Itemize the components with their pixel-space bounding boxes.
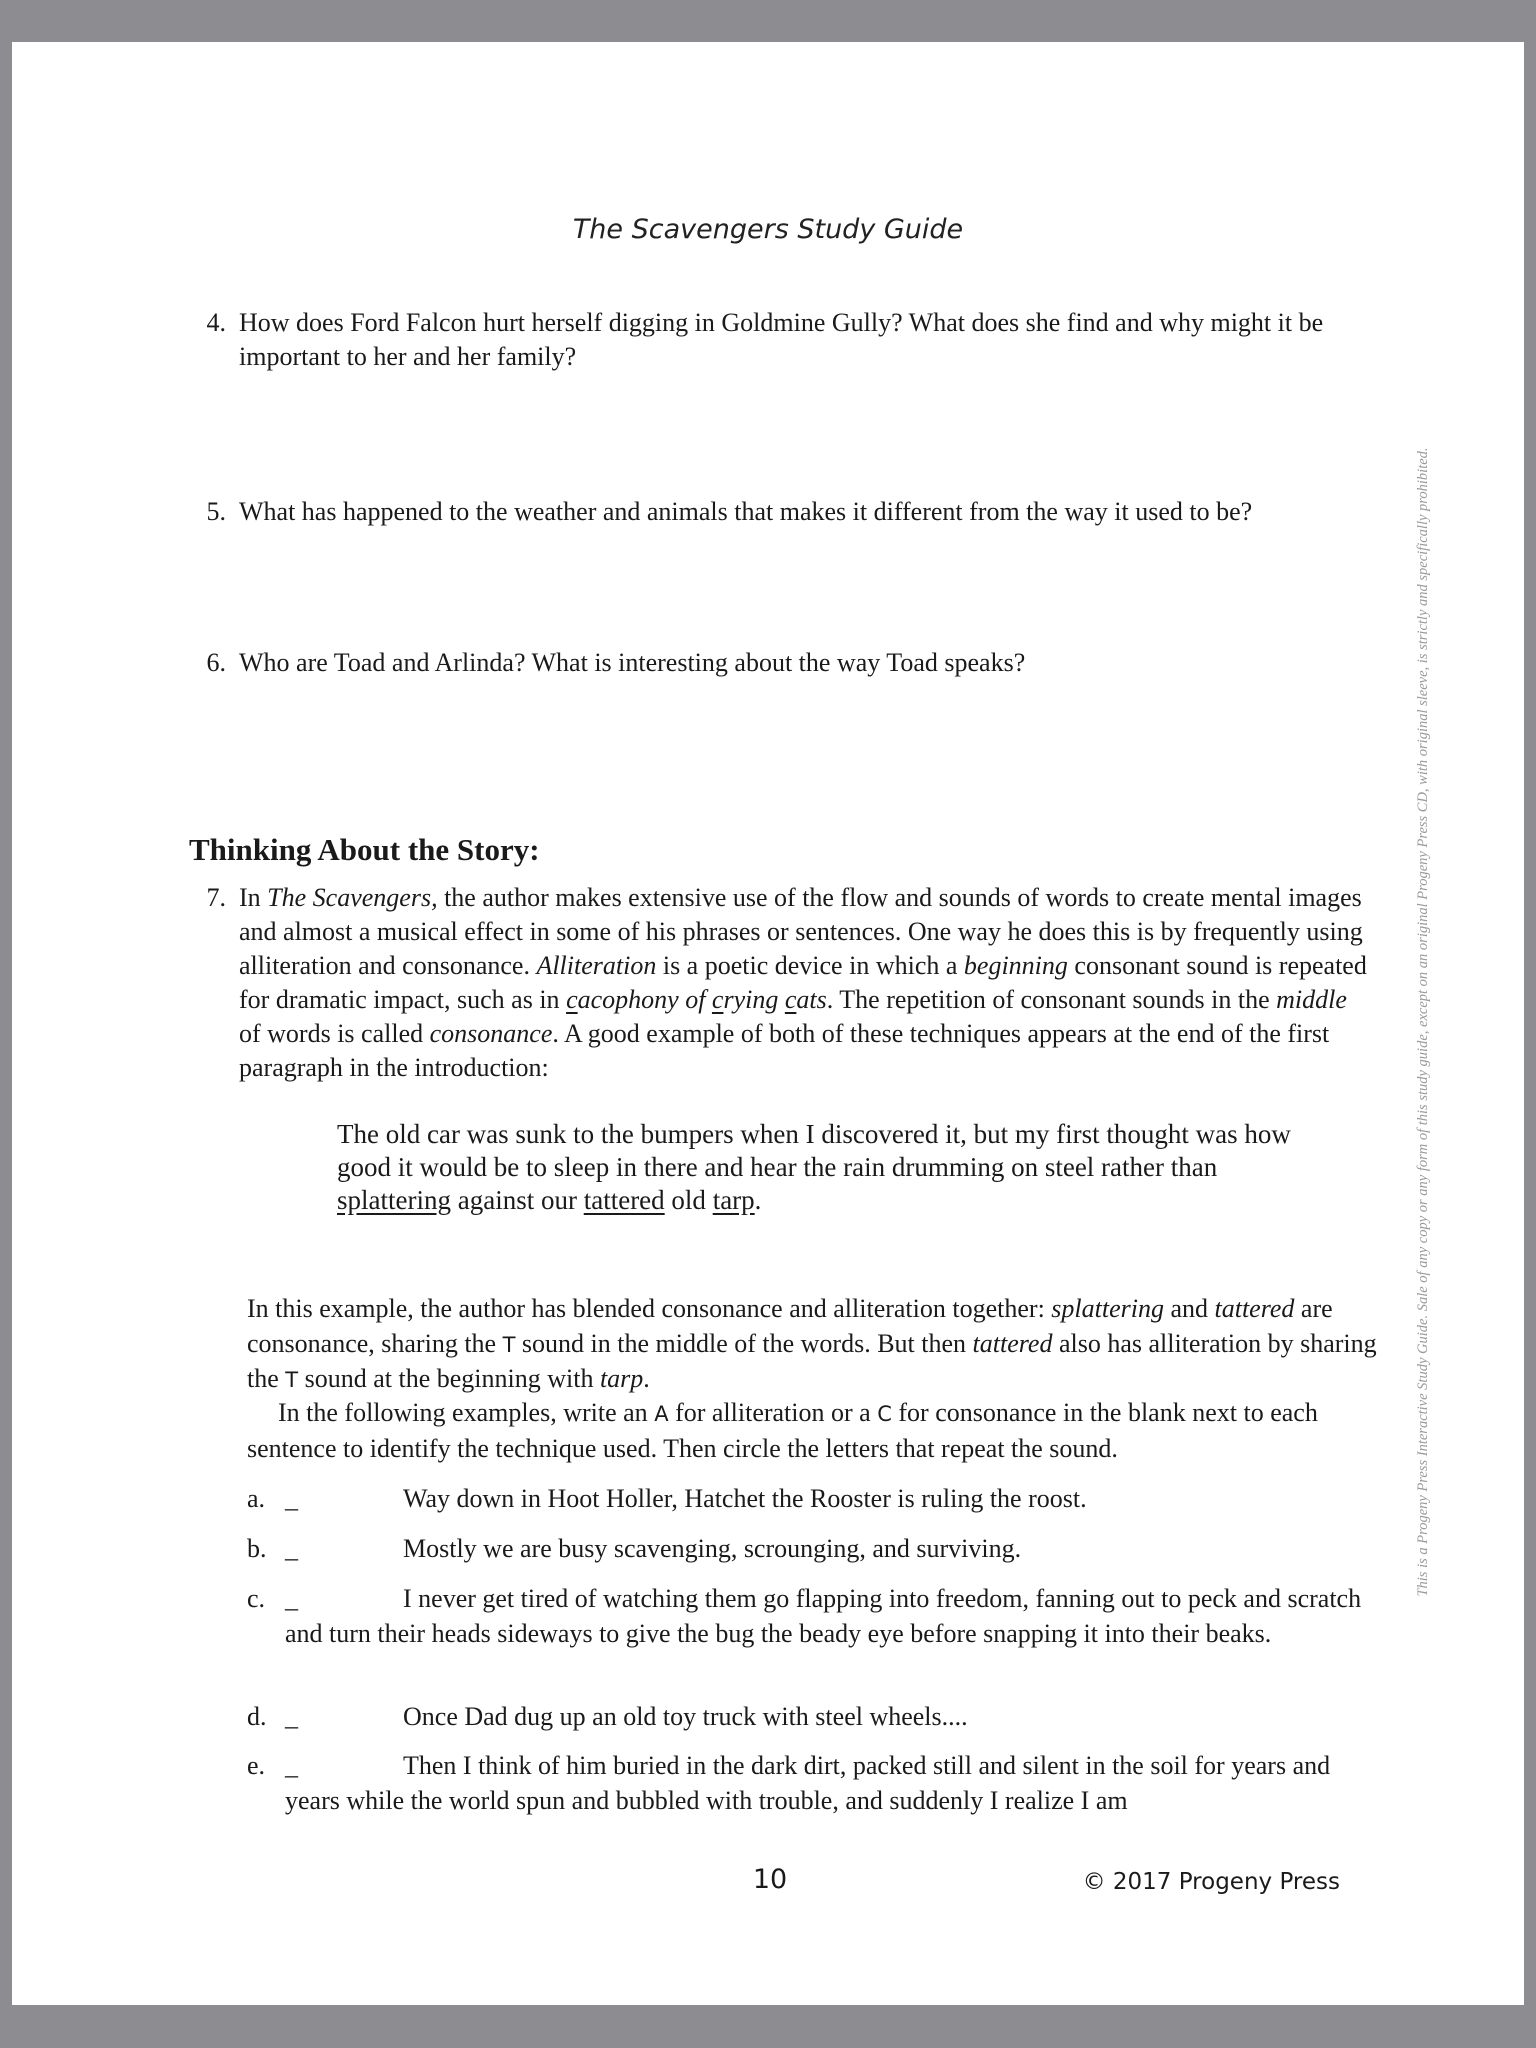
item-text: Then I think of him buried in the dark dirt, packed still and silent in the soil for years and years while the world spun and bubbled with trouble, and suddenly I realize I am: [285, 1751, 1331, 1815]
item-label: d.: [247, 1702, 267, 1731]
item-text: I never get tired of watching them go flapping into freedom, fanning out to peck and scratch and turn their heads sideways to give the bug the beady eye before snapping it into their beaks.: [285, 1584, 1362, 1648]
question-5: [192, 495, 1372, 529]
item-text: Mostly we are busy scavenging, scrounging, and surviving.: [403, 1534, 1022, 1563]
page-header: The Scavengers Study Guide: [572, 214, 964, 245]
question-number: 5.: [206, 497, 226, 526]
exercise-item-b: [247, 1532, 1377, 1567]
question-4: [192, 306, 1372, 374]
question-text: In The Scavengers, the author makes extensive use of the flow and sounds of words to create mental images and almost a musical effect in some of his phrases or sentences. One way he does this is by frequently using alliteration and consonance. Alliteration is a poetic device in which a beginning consonant sound is repeated for dramatic impact, such as in cacophony of crying cats. The repetition of consonant sounds in the middle of words is called consonance. A good example of both of these techniques appears at the end of the first paragraph in the introduction:: [239, 883, 1367, 1082]
section-heading: Thinking About the Story:: [189, 832, 540, 867]
exercise-item-c: [247, 1582, 1377, 1651]
answer-blank[interactable]: _: [285, 1534, 298, 1563]
question-number: 7.: [206, 883, 226, 912]
copyright-notice-vertical: This is a Progeny Press Interactive Study Guide. Sale of any copy or any form of this study guide, except on an original Progeny Press CD, with original sleeve, is strictly and specifically prohibited.: [1415, 447, 1431, 1597]
page-number: 10: [752, 1864, 788, 1895]
question-text: Who are Toad and Arlinda? What is interesting about the way Toad speaks?: [239, 648, 1026, 677]
item-label: a.: [247, 1484, 266, 1513]
exercise-item-d: [247, 1700, 1377, 1735]
item-label: e.: [247, 1751, 266, 1780]
instructions-paragraph: In the following examples, write an A for alliteration or a C for consonance in the blank next to each sentence to identify the technique used. Then circle the letters that repeat the sound.: [247, 1398, 1318, 1463]
item-text: Way down in Hoot Holler, Hatchet the Rooster is ruling the roost.: [403, 1484, 1087, 1513]
question-number: 6.: [206, 648, 226, 677]
answer-blank[interactable]: _: [285, 1584, 298, 1613]
item-label: c.: [247, 1584, 266, 1613]
item-label: b.: [247, 1534, 267, 1563]
exercise-item-e: [247, 1749, 1377, 1818]
block-quote: The old car was sunk to the bumpers when I discovered it, but my first thought was how good it would be to sleep in there and hear the rain drumming on steel rather than splattering against our tattered old tarp.: [337, 1119, 1291, 1215]
book-title: The Scavengers,: [267, 883, 438, 912]
question-number: 4.: [206, 308, 226, 337]
answer-blank[interactable]: _: [285, 1702, 298, 1731]
exercise-item-a: [247, 1482, 1377, 1517]
question-6: [192, 646, 1372, 680]
question-text: What has happened to the weather and animals that makes it different from the way it used to be?: [239, 497, 1253, 526]
answer-blank[interactable]: _: [285, 1751, 298, 1780]
question-text: How does Ford Falcon hurt herself digging in Goldmine Gully? What does she find and why might it be important to her and her family?: [239, 308, 1324, 371]
copyright: © 2017 Progeny Press: [1082, 1869, 1340, 1895]
page: [12, 42, 1524, 2005]
explanation-paragraph: In this example, the author has blended consonance and alliteration together: splattering and tattered are consonance, sharing the T sound in the middle of the words. But then tattered also has alliteration by sharing the T sound at the beginning with tarp.: [247, 1294, 1377, 1393]
item-text: Once Dad dug up an old toy truck with steel wheels....: [403, 1702, 968, 1731]
question-7: [192, 881, 1372, 1085]
answer-blank[interactable]: _: [285, 1484, 298, 1513]
